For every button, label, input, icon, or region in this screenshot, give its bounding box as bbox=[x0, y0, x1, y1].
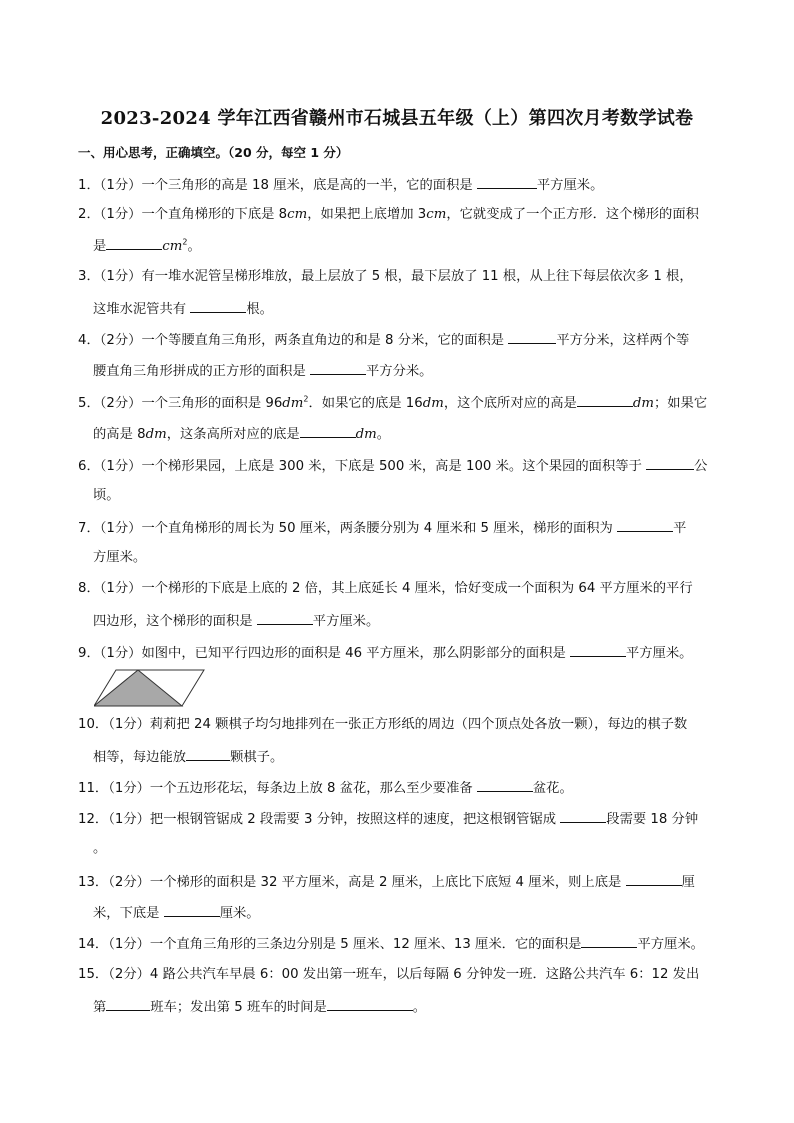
question-4 bbox=[78, 330, 689, 350]
section-heading: 一、用心思考，正确填空。（20 分，每空 1 分） bbox=[78, 145, 349, 160]
question-15-text: 第 bbox=[93, 1000, 107, 1015]
answer-blank[interactable] bbox=[560, 809, 606, 823]
question-11-unit: 盆花。 bbox=[532, 781, 573, 796]
unit-dm: dm bbox=[355, 427, 377, 442]
answer-blank[interactable] bbox=[300, 424, 356, 438]
question-5-cont bbox=[93, 424, 390, 444]
question-6-cont bbox=[93, 487, 120, 505]
answer-blank[interactable] bbox=[106, 997, 150, 1011]
question-15-text: 15．（2分）4 路公共汽车早晨 6：00 发出第一班车，以后每隔 6 分钟发一班．这路公共汽车 6：12 发出 bbox=[78, 967, 700, 982]
question-8-unit: 平方厘米。 bbox=[312, 614, 380, 629]
unit-dm: dm bbox=[632, 396, 654, 411]
unit-cm: cm bbox=[426, 207, 447, 222]
question-2-text: 。 bbox=[187, 239, 201, 254]
question-6-text: 公 bbox=[694, 459, 708, 474]
question-1 bbox=[78, 175, 603, 195]
question-15-text: 。 bbox=[412, 1000, 427, 1015]
question-4-text: 腰直角三角形拼成的正方形的面积是 bbox=[93, 364, 310, 379]
answer-blank[interactable] bbox=[646, 456, 694, 470]
answer-blank[interactable] bbox=[577, 393, 633, 407]
question-4-text: 平方分米，这样两个等 bbox=[556, 333, 690, 348]
question-10-cont bbox=[93, 747, 283, 767]
question-9-unit: 平方厘米。 bbox=[625, 646, 693, 661]
question-2-text: ，如果把上底增加 3 bbox=[307, 207, 427, 222]
question-10-text: 10．（1分）莉莉把 24 颗棋子均匀地排列在一张正方形纸的周边（四个顶点处各放一颗），每边的棋子数 bbox=[78, 717, 688, 732]
answer-blank[interactable] bbox=[257, 611, 313, 625]
question-15-text: 班车；发出第 5 班车的时间是 bbox=[150, 1000, 327, 1015]
question-1-text: 1．（1分）一个三角形的高是 18 厘米，底是高的一半，它的面积是 bbox=[78, 178, 477, 193]
question-5-text: 5．（2分）一个三角形的面积是 96 bbox=[78, 396, 283, 411]
answer-blank[interactable] bbox=[570, 643, 626, 657]
question-5 bbox=[78, 393, 707, 413]
question-2-text: 是 bbox=[93, 239, 107, 254]
unit-dm: dm bbox=[422, 396, 444, 411]
answer-blank[interactable] bbox=[327, 997, 413, 1011]
question-3-cont bbox=[93, 299, 273, 319]
question-9 bbox=[78, 643, 692, 663]
question-5-text: 。 bbox=[376, 427, 391, 442]
question-8-text: 8．（1分）一个梯形的下底是上底的 2 倍，其上底延长 4 厘米，恰好变成一个面积为 64 平方厘米的平行 bbox=[78, 581, 693, 596]
question-12-cont bbox=[93, 840, 106, 858]
question-12-text: 段需要 18 分钟 bbox=[606, 812, 699, 827]
answer-blank[interactable] bbox=[164, 903, 220, 917]
unit-dm: dm bbox=[145, 427, 167, 442]
answer-blank[interactable] bbox=[581, 934, 637, 948]
exam-title: 2023-2024 学年江西省赣州市石城县五年级（上）第四次月考数学试卷 bbox=[100, 108, 694, 129]
answer-blank[interactable] bbox=[477, 175, 537, 189]
question-6-unit: 顷。 bbox=[93, 488, 120, 503]
question-3-text: 3．（1分）有一堆水泥管呈梯形堆放，最上层放了 5 根，最下层放了 11 根，从上往下每层依次多 1 根， bbox=[78, 269, 693, 284]
question-10-text: 相等，每边能放 bbox=[93, 750, 187, 765]
question-12-text: 12．（1分）把一根钢管锯成 2 段需要 3 分钟，按照这样的速度，把这根钢管锯成 bbox=[78, 812, 561, 827]
question-5-text: ；如果它 bbox=[653, 396, 708, 411]
question-12-text: 。 bbox=[93, 841, 107, 856]
question-2 bbox=[78, 206, 699, 224]
question-8-text: 四边形，这个梯形的面积是 bbox=[93, 614, 257, 629]
question-13-text: 厘 bbox=[681, 875, 695, 890]
answer-blank[interactable] bbox=[190, 299, 246, 313]
question-5-text: ．如果它的底是 16 bbox=[308, 396, 423, 411]
question-14 bbox=[78, 934, 704, 954]
question-6 bbox=[78, 456, 707, 476]
answer-blank[interactable] bbox=[186, 747, 230, 761]
question-2-text: ，它就变成了一个正方形．这个梯形的面积 bbox=[446, 207, 699, 222]
question-13 bbox=[78, 872, 695, 892]
question-10-unit: 颗棋子。 bbox=[230, 750, 284, 765]
question-7-unit: 方厘米。 bbox=[93, 550, 147, 565]
question-14-text: 14．（1分）一个直角三角形的三条边分别是 5 厘米、12 厘米、13 厘米．它的面积是 bbox=[78, 937, 582, 952]
question-5-text: ，这条高所对应的底是 bbox=[166, 427, 300, 442]
superscript-2: 2 bbox=[303, 394, 309, 404]
question-6-text: 6．（1分）一个梯形果园，上底是 300 米，下底是 500 米，高是 100 米。这个果园的面积等于 bbox=[78, 459, 647, 474]
unit-cm: cm bbox=[287, 207, 308, 222]
question-5-text: 的高是 8 bbox=[93, 427, 146, 442]
question-7-text: 7．（1分）一个直角梯形的周长为 50 厘米，两条腰分别为 4 厘米和 5 厘米，梯形的面积为 bbox=[78, 521, 618, 536]
answer-blank[interactable] bbox=[626, 872, 682, 886]
question-11 bbox=[78, 778, 573, 798]
question-1-unit: 平方厘米。 bbox=[536, 178, 604, 193]
question-7-text: 平 bbox=[673, 521, 687, 536]
question-8-cont bbox=[93, 611, 379, 631]
question-8 bbox=[78, 580, 693, 598]
question-4-unit: 平方分米。 bbox=[365, 364, 433, 379]
question-12 bbox=[78, 809, 698, 829]
answer-blank[interactable] bbox=[477, 778, 533, 792]
unit-dm2: dm bbox=[282, 396, 304, 411]
question-3-text: 这堆水泥管共有 bbox=[93, 302, 191, 317]
question-13-unit: 厘米。 bbox=[219, 906, 260, 921]
superscript-2: 2 bbox=[182, 237, 188, 247]
question-3 bbox=[78, 268, 693, 286]
parallelogram-figure bbox=[94, 668, 206, 708]
answer-blank[interactable] bbox=[106, 236, 162, 250]
question-13-text: 米，下底是 bbox=[93, 906, 164, 921]
question-11-text: 11．（1分）一个五边形花坛，每条边上放 8 盆花，那么至少要准备 bbox=[78, 781, 477, 796]
question-3-unit: 根。 bbox=[246, 302, 273, 317]
question-7 bbox=[78, 518, 686, 538]
question-13-cont bbox=[93, 903, 260, 923]
question-5-text: ，这个底所对应的高是 bbox=[443, 396, 577, 411]
question-15-cont bbox=[93, 997, 426, 1017]
question-15 bbox=[78, 966, 699, 984]
answer-blank[interactable] bbox=[617, 518, 673, 532]
question-4-text: 4．（2分）一个等腰直角三角形，两条直角边的和是 8 分米，它的面积是 bbox=[78, 333, 509, 348]
answer-blank[interactable] bbox=[310, 361, 366, 375]
question-14-unit: 平方厘米。 bbox=[637, 937, 704, 952]
unit-cm2: cm bbox=[162, 239, 183, 254]
question-10 bbox=[78, 716, 687, 734]
question-2-cont bbox=[93, 236, 201, 256]
question-4-cont bbox=[93, 361, 432, 381]
question-2-text: 2．（1分）一个直角梯形的下底是 8 bbox=[78, 207, 288, 222]
question-13-text: 13．（2分）一个梯形的面积是 32 平方厘米，高是 2 厘米，上底比下底短 4 厘米，则上底是 bbox=[78, 875, 626, 890]
question-7-cont bbox=[93, 549, 146, 567]
question-9-text: 9．（1分）如图中，已知平行四边形的面积是 46 平方厘米，那么阴影部分的面积是 bbox=[78, 646, 570, 661]
answer-blank[interactable] bbox=[508, 330, 556, 344]
